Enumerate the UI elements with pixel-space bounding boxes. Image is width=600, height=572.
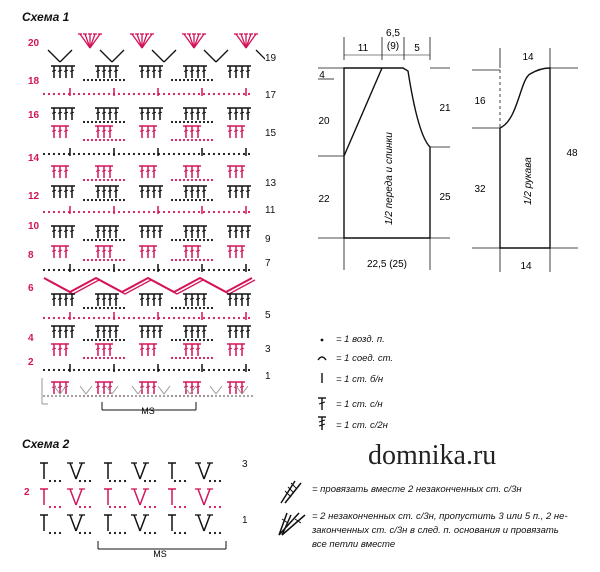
- scheme1-title: Схема 1: [22, 10, 70, 24]
- body-dim-width: 22,5 (25): [366, 259, 408, 270]
- scheme2-row-3: 3: [242, 459, 248, 470]
- scheme1-row-19: 19: [265, 53, 277, 64]
- legend-note-skip: = 2 незаконченных ст. с/3н, пропустить 3 или 5 п., 2 не- законченных ст. с/3н в след. п. основания и провязать все петли вместе: [312, 511, 568, 550]
- sleeve-dim-bottom: 14: [520, 261, 532, 272]
- scheme2-ms-label: MS: [153, 549, 167, 559]
- sleeve-pattern: [460, 40, 600, 280]
- body-dim-lower-left: 22: [318, 194, 330, 205]
- scheme1-row-16: 16: [28, 110, 40, 121]
- body-dim-neck: 6,5: [386, 28, 400, 39]
- scheme1-chart: [40, 26, 265, 421]
- body-dim-neck-alt: (9): [386, 41, 400, 52]
- site-watermark: domnika.ru: [368, 440, 497, 471]
- body-dim-armhole: 21: [439, 103, 451, 114]
- scheme1-row-18: 18: [28, 76, 40, 87]
- legend-chain: = 1 возд. п.: [336, 334, 385, 345]
- scheme1-row-5: 5: [265, 310, 271, 321]
- scheme1-row-13: 13: [265, 178, 277, 189]
- body-dim-side: 25: [439, 192, 451, 203]
- skip-cluster-icon: [279, 513, 305, 535]
- body-neckline: [344, 68, 382, 156]
- scheme1-row-4: 4: [28, 333, 34, 344]
- body-dim-neck-depth: 20: [318, 116, 330, 127]
- legend-dc: = 1 ст. с/н: [336, 399, 383, 410]
- scheme2-row-1: 1: [242, 515, 248, 526]
- sleeve-dim-cap: 16: [474, 96, 486, 107]
- scheme2-chart: [30, 455, 240, 565]
- scheme1-ms-label: MS: [141, 406, 155, 416]
- legend-sc: = 1 ст. б/н: [336, 374, 384, 385]
- scheme1-row-20: 20: [28, 38, 40, 49]
- scheme1-row-11: 11: [265, 205, 276, 216]
- scheme1-row-12: 12: [28, 191, 40, 202]
- body-dim-top-right: 5: [414, 43, 420, 54]
- scheme1-row-17: 17: [265, 90, 277, 101]
- legend-symbols: [312, 330, 332, 430]
- scheme1-row-8: 8: [28, 250, 34, 261]
- body-dim-shoulder: 11: [357, 43, 369, 54]
- scheme1-row-10: 10: [28, 221, 40, 232]
- body-label: 1/2 переда и спинки: [384, 132, 395, 225]
- scheme1-row-9: 9: [265, 234, 271, 245]
- scheme1-row-6: 6: [28, 283, 34, 294]
- legend-note-decrease: = провязать вместе 2 незаконченных ст. с/3н: [312, 484, 522, 495]
- scheme1-row-2: 2: [28, 357, 34, 368]
- scheme1-row-3: 3: [265, 344, 271, 355]
- scheme1-row-1: 1: [265, 371, 271, 382]
- scheme1-row-7: 7: [265, 258, 271, 269]
- decrease-cluster-icon: [281, 481, 301, 503]
- scheme1-row-14: 14: [28, 153, 40, 164]
- sleeve-dim-length: 32: [474, 184, 486, 195]
- sleeve-label: 1/2 рукава: [523, 157, 534, 205]
- chain-stitch-icon: [321, 339, 324, 342]
- sleeve-dim-top: 14: [522, 52, 534, 63]
- body-pattern: [300, 25, 460, 275]
- scheme2-row-2: 2: [24, 487, 30, 498]
- slip-stitch-icon: [318, 357, 326, 360]
- legend-tr: = 1 ст. с/2н: [336, 420, 388, 431]
- scheme2-title: Схема 2: [22, 437, 70, 451]
- cluster-symbols: [275, 473, 311, 543]
- legend-slip: = 1 соед. ст.: [336, 353, 394, 364]
- body-dim-slope: 4: [319, 70, 325, 81]
- scheme1-row-15: 15: [265, 128, 277, 139]
- sleeve-dim-total: 48: [566, 148, 578, 159]
